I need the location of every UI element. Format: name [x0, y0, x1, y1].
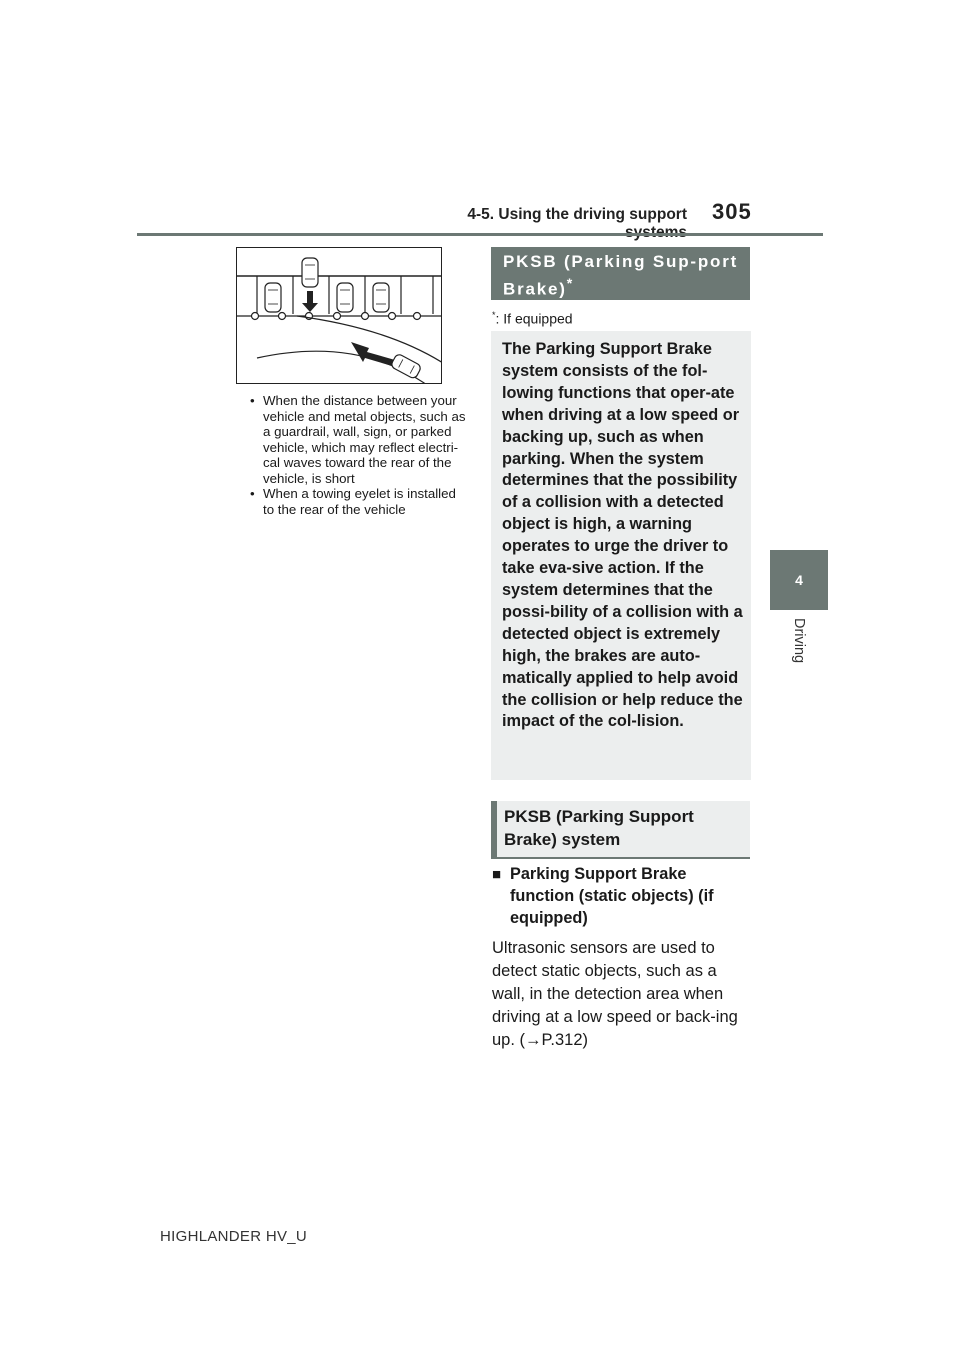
reversing-car [302, 258, 318, 287]
subheading [492, 864, 752, 929]
system-heading-text: PKSB (Parking Support Brake) system [504, 807, 694, 849]
square-bullet-icon: ■ [492, 866, 502, 883]
intro-box [491, 331, 751, 780]
body-paragraph: Ultrasonic sensors are used to detect static objects, such as a wall, in the detection area when driving at a low speed or back-ing up. (→P.312) [492, 939, 738, 1049]
bullet-list [250, 393, 470, 517]
footer-model: HIGHLANDER HV_U [160, 1228, 308, 1245]
bullet-dot: • [250, 486, 255, 501]
header-rule [137, 233, 823, 236]
chapter-label: Driving [791, 618, 807, 664]
subheading-text: Parking Support Brake function (static objects) (if equipped) [510, 865, 714, 927]
intro-text: The Parking Support Brake system consists of the fol-lowing functions that oper-ate when driving at a low speed or backing up, such as when parking. When the system determines that the possibility of a collision with a detected object is high, a warning operates to urge the driver to take eva-sive action. If the system determines that the possi-bility of a collision with a detected object is extremely high, the brakes are auto-matically applied to help avoid the collision or help reduce the impact of the col-lision. [502, 340, 743, 731]
parking-diagram [237, 248, 442, 384]
list-item [250, 393, 470, 486]
chapter-number: 4 [795, 572, 803, 588]
chapter-tab [770, 550, 828, 610]
bullet-text: When the distance between your vehicle and metal objects, such as a guardrail, wall, sign, or parked vehicle, which may reflect electri-cal waves toward the rear of the vehicle, is short [263, 393, 466, 486]
bullet-dot: • [250, 393, 255, 408]
parking-illustration [236, 247, 442, 384]
list-item [250, 486, 470, 517]
footnote-star: * [492, 310, 496, 320]
travel-arrow [351, 342, 395, 366]
pksb-banner [491, 247, 750, 300]
page-number: 305 [712, 199, 752, 224]
pksb-banner-star: * [566, 276, 575, 292]
bullet-text: When a towing eyelet is installed to the rear of the vehicle [263, 486, 456, 517]
moving-car [390, 353, 422, 379]
system-heading [491, 801, 750, 859]
footnote-text: : If equipped [495, 310, 573, 327]
pksb-banner-title: PKSB (Parking Sup-port Brake) [503, 252, 739, 299]
heading-accent-bar [491, 801, 497, 857]
section-title: 4-5. Using the driving support [467, 206, 687, 223]
parked-cars [265, 283, 389, 312]
down-arrow [302, 291, 318, 312]
footnote [492, 310, 573, 327]
